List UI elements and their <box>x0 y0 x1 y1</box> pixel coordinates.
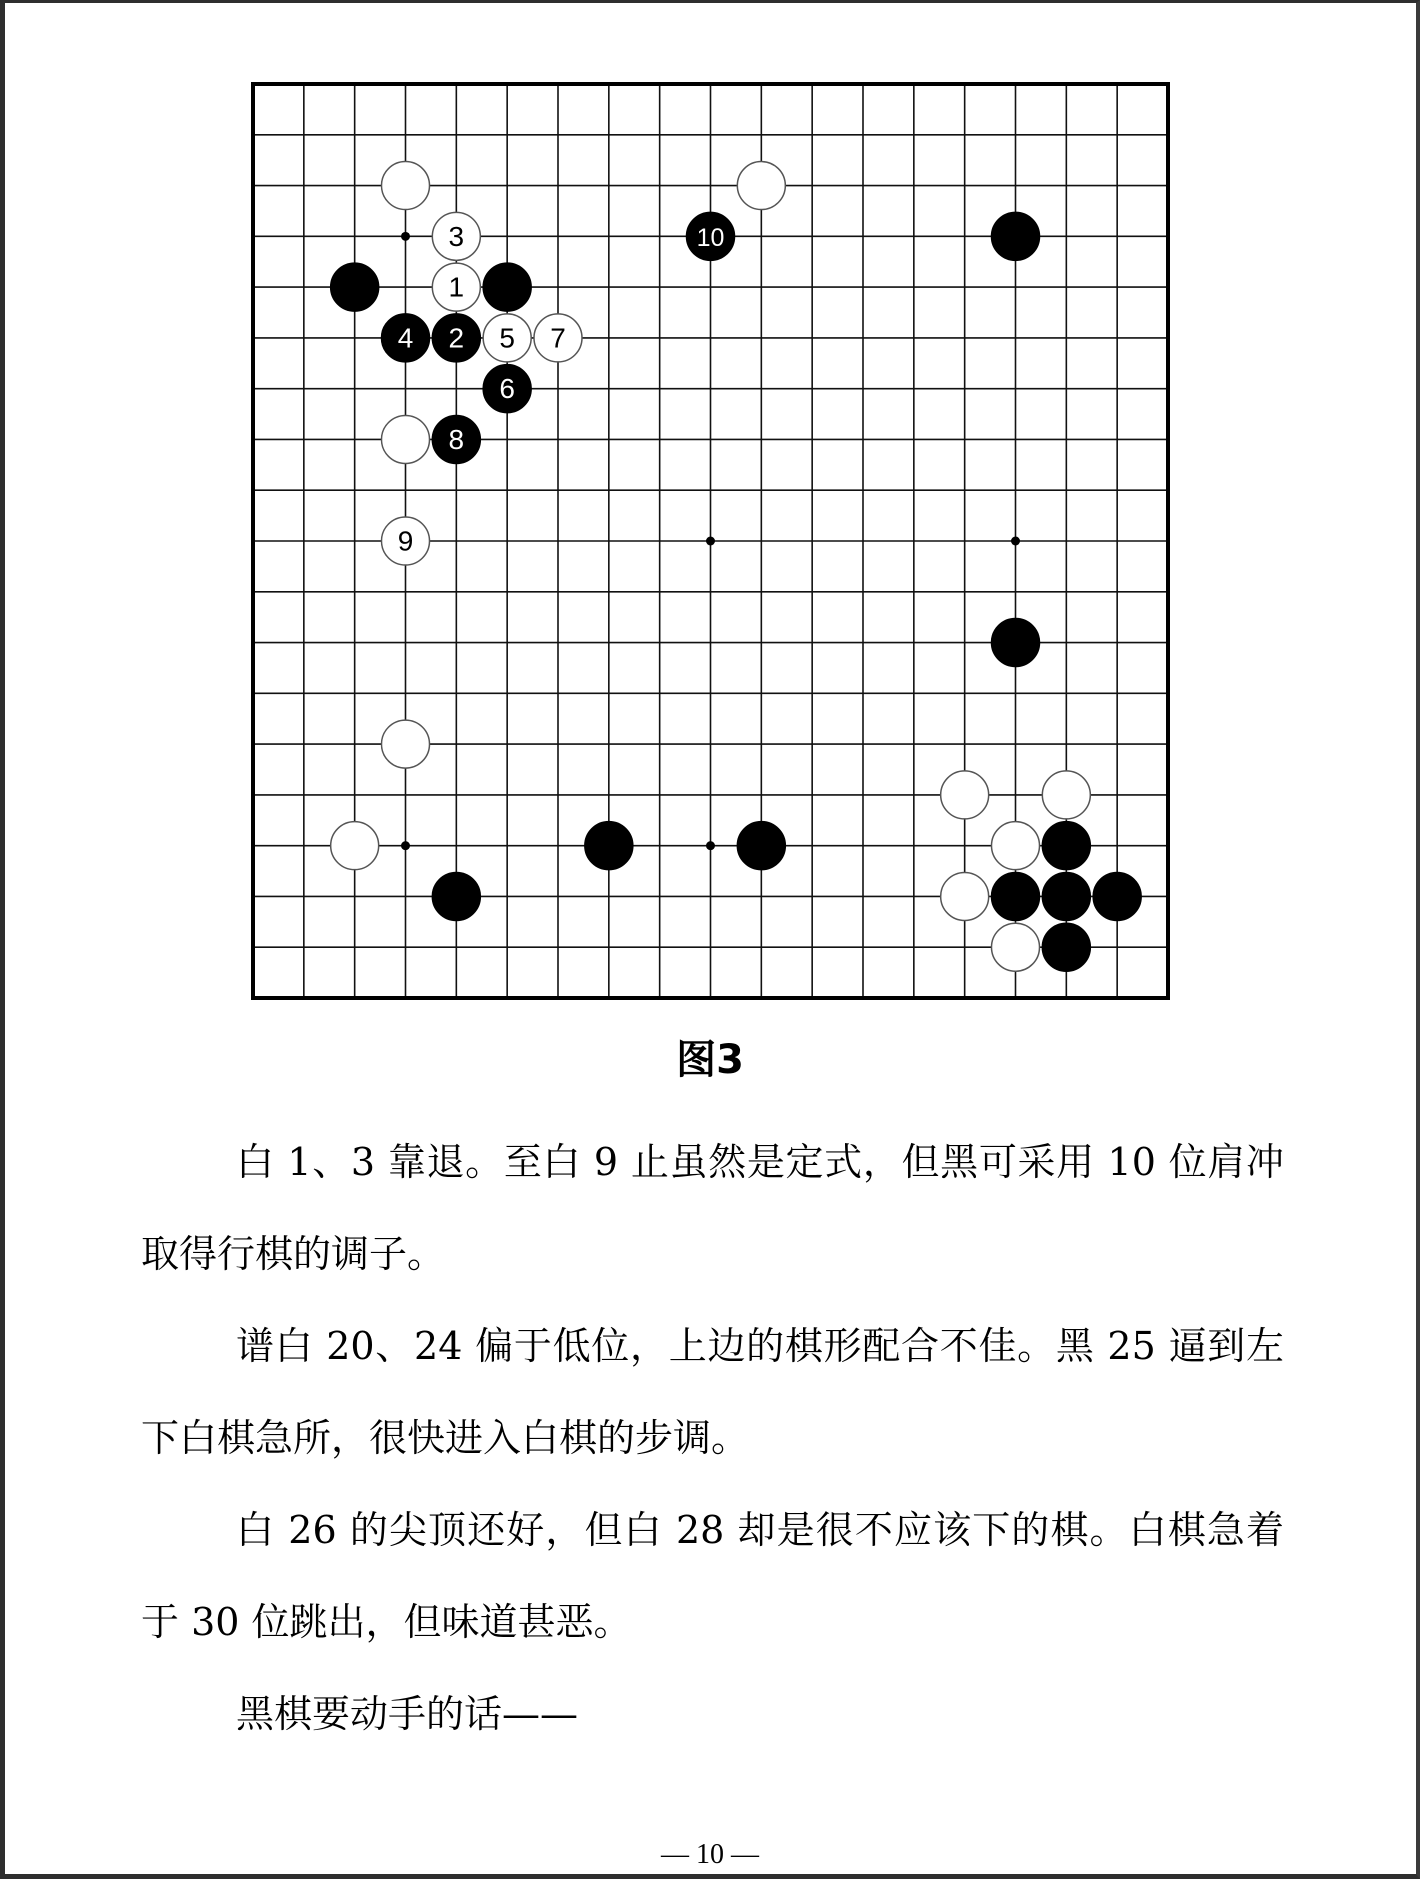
body-text <box>141 1116 1284 1760</box>
white-stone <box>992 822 1040 870</box>
black-stone <box>585 822 633 870</box>
black-stone <box>1042 923 1090 971</box>
move-number: 8 <box>448 423 465 455</box>
move-number: 2 <box>448 322 465 354</box>
move-number: 5 <box>499 322 515 354</box>
stones-layer <box>331 162 1142 972</box>
move-number: 3 <box>448 220 465 252</box>
black-stone <box>382 314 430 362</box>
white-stone <box>382 415 430 463</box>
black-stone <box>1093 872 1141 920</box>
white-stone <box>483 314 531 362</box>
black-stone <box>687 212 735 260</box>
black-stone <box>483 365 531 413</box>
move-number: 9 <box>397 525 414 557</box>
white-stone <box>534 314 582 362</box>
black-stone <box>992 872 1040 920</box>
move-number: 4 <box>397 322 414 354</box>
move-number: 6 <box>499 373 515 405</box>
white-stone <box>941 872 989 920</box>
paragraph: 白 1、3 靠退。至白 9 止虽然是定式，但黑可采用 10 位肩冲取得行棋的调子。 <box>141 1140 1284 1276</box>
white-stone <box>737 162 785 210</box>
black-stone <box>992 619 1040 667</box>
black-stone <box>992 212 1040 260</box>
star-point <box>706 537 715 546</box>
figure-caption: 图3 <box>676 1037 744 1083</box>
white-stone <box>992 923 1040 971</box>
page-number: — 10 — <box>661 1839 759 1870</box>
paragraph: 白 26 的尖顶还好，但白 28 却是很不应该下的棋。白棋急着于 30 位跳出，但味道甚恶。 <box>141 1508 1284 1644</box>
white-stone <box>382 517 430 565</box>
black-stone <box>1042 822 1090 870</box>
white-stone <box>331 822 379 870</box>
move-number: 1 <box>448 271 465 303</box>
white-stone <box>432 212 480 260</box>
paragraph: 黑棋要动手的话—— <box>236 1692 579 1736</box>
black-stone <box>737 822 785 870</box>
black-stone <box>483 263 531 311</box>
black-stone <box>432 415 480 463</box>
white-stone <box>432 263 480 311</box>
white-stone <box>382 162 430 210</box>
white-stone <box>941 771 989 819</box>
black-stone <box>432 872 480 920</box>
star-point <box>401 841 410 850</box>
star-point <box>401 232 410 241</box>
black-stone <box>1042 872 1090 920</box>
white-stone <box>382 720 430 768</box>
black-stone <box>432 314 480 362</box>
move-number: 10 <box>696 223 725 252</box>
paragraph: 谱白 20、24 偏于低位，上边的棋形配合不佳。黑 25 逼到左下白棋急所，很快进入白棋的步调。 <box>141 1324 1284 1460</box>
star-point <box>1011 537 1020 546</box>
move-number: 7 <box>550 322 566 354</box>
black-stone <box>331 263 379 311</box>
star-point <box>706 841 715 850</box>
white-stone <box>1042 771 1090 819</box>
